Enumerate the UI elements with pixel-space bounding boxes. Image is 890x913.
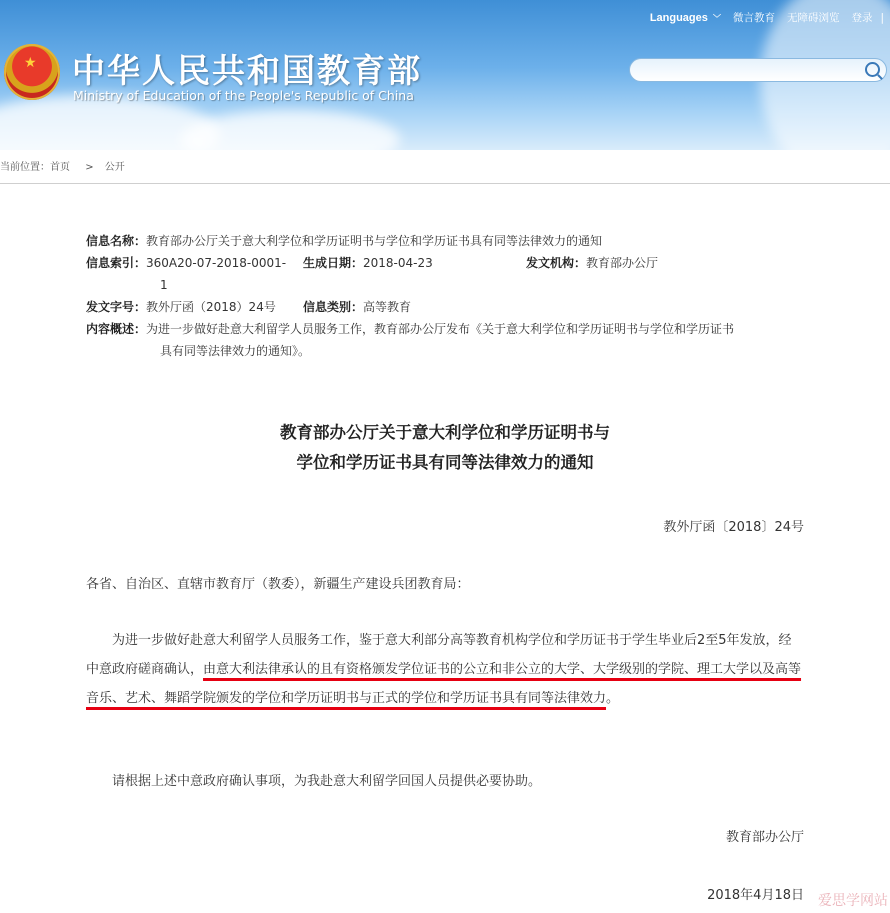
signer: 教育部办公厅 [725,830,804,845]
search-box[interactable] [629,58,887,82]
top-nav [638,10,884,25]
article-title-line2: 学位和学历证书具有同等法律效力的通知 [296,453,594,472]
summary-label: 内容概述： [86,322,147,336]
breadcrumb-separator: > [85,162,94,173]
article-title [0,418,890,478]
national-emblem-icon [4,44,60,100]
addressee: 各省、自治区、直辖市教育厅（教委），新疆生产建设兵团教育局： [86,577,470,592]
weibo-link[interactable]: 微言教育 [732,12,775,24]
category-label: 信息类别： [303,300,364,314]
watermark: 爱思学网站 [818,893,888,909]
languages-menu[interactable] [650,12,721,24]
chevron-down-icon: ﹀ [712,13,721,23]
languages-label: Languages [649,11,708,24]
site-logo-chinese[interactable]: 中华人民共和国教育部 [72,51,422,90]
nav-separator: | [880,11,884,24]
doc-number-value: 教外厅函（2018）24号 [146,300,276,314]
paragraph-2: 请根据上述中意政府确认事项，为我赴意大利留学回国人员提供必要协助。 [112,774,542,789]
info-index-value-cont: 1 [160,278,168,292]
date-value: 2018-04-23 [363,256,433,270]
accessible-browsing-link[interactable]: 无障碍浏览 [786,12,840,24]
paragraph-1-lead: 为进一步做好赴意大利留学人员服务工作，鉴于意大利部分高等教育机构学位和学历证书于学生毕业后2至5年发放，经中意政府磋商确认， [86,633,792,677]
category-value: 高等教育 [363,300,412,314]
cloud-decoration [180,110,400,150]
breadcrumb-current[interactable]: 公开 [104,162,125,173]
summary-line2: 具有同等法律效力的通知》。 [160,344,311,358]
info-index-value: 360A20-07-2018-0001- [146,256,287,270]
info-name-value: 教育部办公厅关于意大利学位和学历证明书与学位和学历证书具有同等法律效力的通知 [146,234,603,248]
info-name-label: 信息名称： [86,234,147,248]
site-header [0,0,890,150]
paragraph-1-highlighted: 由意大利法律承认的且有资格颁发学位证书的公立和非公立的大学、大学级别的学院、理工大学以及高等音乐、艺术、舞蹈学院颁发的学位和学历证明书与正式的学位和学历证书具有同等法律效力 [86,662,802,706]
divider [0,183,890,184]
site-logo-english[interactable]: Ministry of Education of the People's Republic of China [73,88,414,103]
org-value: 教育部办公厅 [586,256,659,270]
search-icon[interactable] [865,62,880,77]
summary-line1: 为进一步做好赴意大利留学人员服务工作，教育部办公厅发布《关于意大利学位和学历证明书与学位和学历证书 [146,322,735,336]
doc-number-label: 发文字号： [86,300,147,314]
breadcrumb [0,158,129,173]
date-label: 生成日期： [303,256,364,270]
issue-date: 2018年4月18日 [707,888,804,903]
document-metadata [86,230,806,362]
paragraph-1 [86,626,804,713]
org-label: 发文机构： [526,256,587,270]
article-title-line1: 教育部办公厅关于意大利学位和学历证明书与 [280,423,610,442]
breadcrumb-home[interactable]: 首页 [50,162,70,173]
article-doc-number: 教外厅函〔2018〕24号 [663,520,804,535]
paragraph-1-end: 。 [606,691,620,706]
breadcrumb-label: 当前位置： [0,162,50,173]
login-link[interactable]: 登录 [851,12,873,24]
info-index-label: 信息索引： [86,256,147,270]
star-icon: ★ [24,55,37,71]
